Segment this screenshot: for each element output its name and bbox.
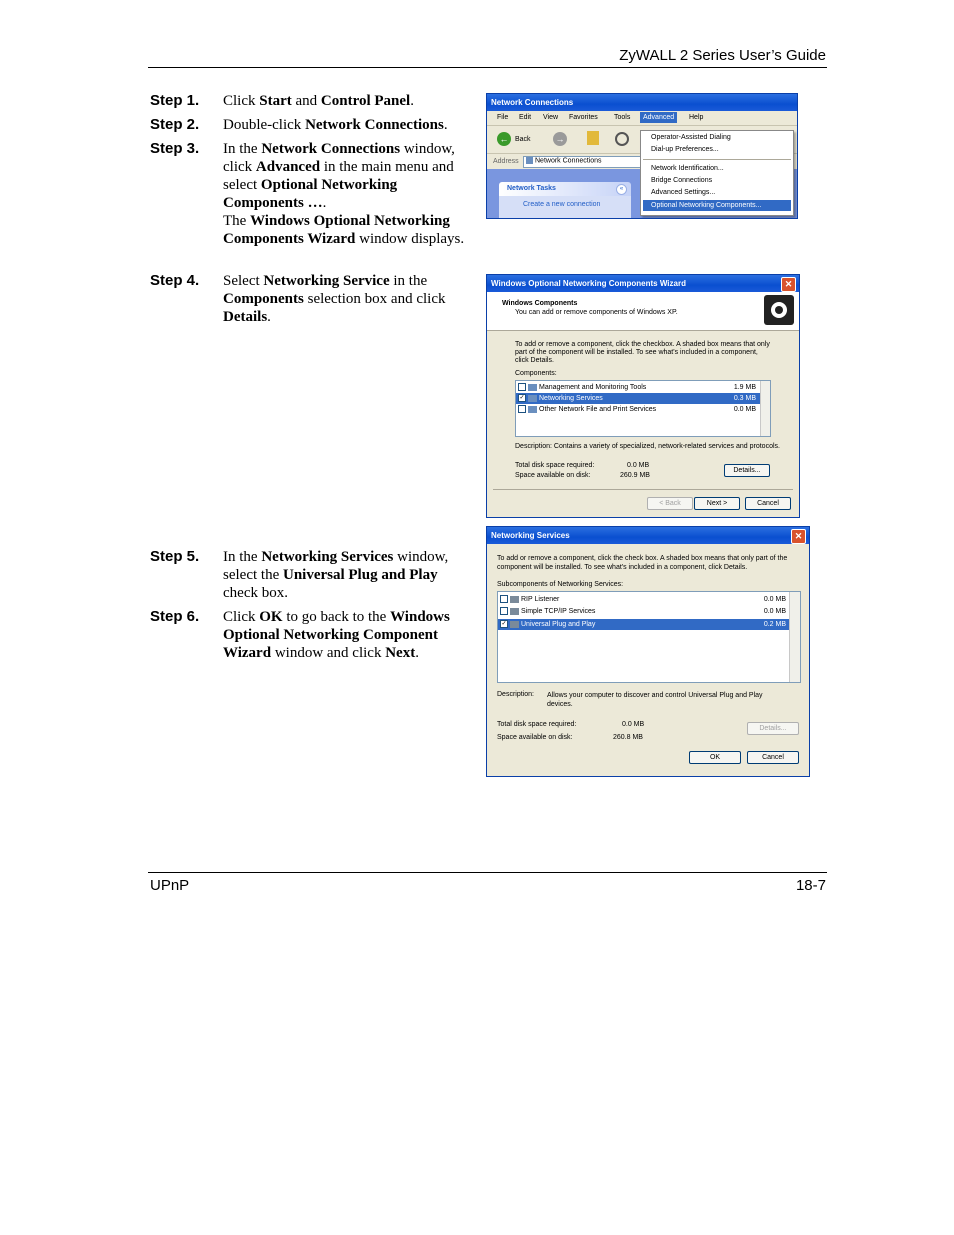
cancel-button[interactable]: Cancel bbox=[747, 751, 799, 764]
service-size: 0.0 MB bbox=[763, 608, 786, 615]
window-title: Windows Optional Networking Components Wizard bbox=[491, 279, 686, 288]
menu-help[interactable]: Help bbox=[689, 114, 704, 121]
list-item[interactable] bbox=[498, 594, 790, 605]
checkbox[interactable]: ✓ bbox=[519, 395, 525, 402]
ok-button[interactable]: OK bbox=[689, 751, 741, 764]
network-folder-icon bbox=[526, 157, 533, 164]
step-label: Step 1. bbox=[150, 92, 200, 109]
menu-file[interactable]: File bbox=[497, 114, 509, 121]
checkbox[interactable] bbox=[500, 595, 508, 603]
wizard-intro-text: To add or remove a component, click the checkbox. A shaded box means that only part of the component will be installed. To see what's included in a component, click Details. bbox=[515, 341, 770, 364]
disk-required-value: 0.0 MB bbox=[622, 721, 645, 728]
footer-page-number: 18-7 bbox=[795, 877, 826, 894]
list-item[interactable] bbox=[498, 606, 790, 617]
step-label: Step 3. bbox=[150, 140, 200, 157]
service-size: 0.2 MB bbox=[763, 621, 786, 628]
checkbox[interactable] bbox=[518, 383, 526, 391]
menu-tools[interactable]: Tools bbox=[614, 114, 631, 121]
checkbox[interactable] bbox=[500, 607, 508, 615]
disk-required-label: Total disk space required: bbox=[497, 721, 577, 728]
service-icon bbox=[510, 596, 519, 603]
up-folder-icon[interactable] bbox=[587, 131, 599, 145]
component-icon bbox=[528, 384, 537, 391]
disk-required-label: Total disk space required: bbox=[515, 462, 595, 469]
description-label: Description: bbox=[497, 691, 534, 698]
cancel-button[interactable]: Cancel bbox=[745, 497, 791, 510]
component-name: Networking Services bbox=[539, 395, 603, 402]
step-text: In the Network Connections window, click Advanced in the main menu and select Optional Networking Components …. The Windows Optional Networking Components Wizard window displays. bbox=[223, 141, 465, 247]
footer-rule bbox=[148, 872, 827, 873]
menu-view[interactable]: View bbox=[543, 114, 559, 121]
step-label: Step 4. bbox=[150, 272, 200, 289]
back-button[interactable]: < Back bbox=[647, 497, 693, 510]
component-size: 1.9 MB bbox=[733, 384, 756, 391]
menu-item-operator-dialing[interactable]: Operator-Assisted Dialing bbox=[651, 134, 731, 141]
window-title-bar bbox=[487, 275, 799, 292]
menu-separator bbox=[643, 159, 791, 160]
components-label: Components: bbox=[515, 370, 557, 377]
subcomponents-list[interactable] bbox=[497, 591, 801, 683]
menu-item-dialup-preferences[interactable]: Dial-up Preferences... bbox=[651, 146, 719, 153]
disk-required-value: 0.0 MB bbox=[627, 462, 650, 469]
network-tasks-header[interactable] bbox=[499, 182, 631, 196]
step-label: Step 6. bbox=[150, 608, 200, 625]
checkbox[interactable] bbox=[518, 405, 526, 413]
disk-available-value: 260.9 MB bbox=[620, 472, 650, 479]
step-label: Step 2. bbox=[150, 116, 200, 133]
search-icon[interactable] bbox=[615, 132, 629, 146]
list-item[interactable] bbox=[516, 382, 760, 393]
step-text: In the Networking Services window, select the Universal Plug and Play check box. bbox=[223, 549, 449, 601]
step-text: Double-click Network Connections. bbox=[223, 117, 448, 133]
service-icon bbox=[510, 608, 519, 615]
menu-edit[interactable]: Edit bbox=[519, 114, 532, 121]
window-title: Network Connections bbox=[491, 98, 574, 107]
collapse-chevron-icon[interactable]: « bbox=[616, 184, 627, 195]
step-text: Click Start and Control Panel. bbox=[223, 93, 414, 109]
service-name: Universal Plug and Play bbox=[521, 621, 596, 628]
menu-item-network-identification[interactable]: Network Identification... bbox=[651, 165, 724, 172]
list-scrollbar[interactable] bbox=[789, 592, 800, 682]
wizard-header bbox=[487, 292, 799, 331]
page-header-title: ZyWALL 2 Series User’s Guide bbox=[619, 47, 826, 64]
window-title-bar bbox=[487, 527, 809, 544]
disk-available-label: Space available on disk: bbox=[515, 472, 591, 479]
wizard-subheading: You can add or remove components of Windows XP. bbox=[515, 309, 678, 316]
component-name: Management and Monitoring Tools bbox=[539, 384, 647, 391]
back-arrow-icon[interactable]: ← bbox=[497, 132, 511, 146]
next-button[interactable]: Next > bbox=[694, 497, 740, 510]
address-label: Address bbox=[493, 158, 519, 165]
subcomponents-label: Subcomponents of Networking Services: bbox=[497, 581, 624, 588]
list-scrollbar[interactable] bbox=[760, 381, 770, 436]
address-value: Network Connections bbox=[535, 157, 602, 165]
wizard-heading: Windows Components bbox=[502, 300, 578, 307]
forward-arrow-icon[interactable]: → bbox=[553, 132, 567, 146]
list-item[interactable] bbox=[498, 619, 790, 630]
component-size: 0.0 MB bbox=[733, 406, 756, 413]
close-icon[interactable]: ✕ bbox=[791, 529, 806, 544]
list-item[interactable] bbox=[516, 393, 760, 404]
network-tasks-body bbox=[499, 196, 631, 218]
button-separator bbox=[493, 489, 793, 490]
menu-item-bridge-connections[interactable]: Bridge Connections bbox=[651, 177, 713, 184]
component-icon bbox=[528, 406, 537, 413]
menu-advanced[interactable]: Advanced bbox=[640, 112, 677, 123]
checkbox[interactable]: ✓ bbox=[501, 621, 507, 628]
description-text: Allows your computer to discover and control Universal Plug and Play devices. bbox=[547, 692, 763, 708]
networking-services-window bbox=[486, 526, 810, 777]
list-item[interactable] bbox=[516, 404, 760, 415]
menu-item-optional-networking-components[interactable]: Optional Networking Components... bbox=[643, 200, 791, 211]
network-connections-window bbox=[486, 93, 798, 219]
service-size: 0.0 MB bbox=[763, 596, 786, 603]
create-connection-link[interactable]: Create a new connection bbox=[523, 201, 601, 208]
window-title: Networking Services bbox=[491, 531, 570, 540]
details-button[interactable]: Details... bbox=[724, 464, 770, 477]
advanced-dropdown-menu bbox=[640, 130, 794, 216]
service-name: RIP Listener bbox=[521, 596, 560, 603]
dialog-intro-text: To add or remove a component, click the check box. A shaded box means that only part of the component will be installed. To see what's included in a component, click Details. bbox=[497, 555, 788, 571]
step-text: Click OK to go back to the Windows Optional Networking Component Wizard window and click Next. bbox=[223, 609, 450, 661]
service-icon bbox=[510, 621, 519, 628]
network-tasks-title: Network Tasks bbox=[507, 185, 556, 192]
window-title-bar bbox=[487, 94, 797, 111]
step-text: Select Networking Service in the Components selection box and click Details. bbox=[223, 273, 446, 325]
menu-favorites[interactable]: Favorites bbox=[569, 114, 598, 121]
close-icon[interactable]: ✕ bbox=[781, 277, 796, 292]
menu-item-advanced-settings[interactable]: Advanced Settings... bbox=[651, 189, 716, 196]
component-name: Other Network File and Print Services bbox=[539, 406, 657, 413]
header-rule bbox=[148, 67, 827, 68]
back-button-label[interactable]: Back bbox=[515, 136, 531, 143]
component-description: Description: Contains a variety of specialized, network-related services and protocols. bbox=[515, 443, 780, 450]
component-size: 0.3 MB bbox=[733, 395, 756, 402]
component-icon bbox=[528, 395, 537, 402]
optional-components-wizard-window bbox=[486, 274, 800, 518]
menu-bar bbox=[487, 111, 797, 125]
step-label: Step 5. bbox=[150, 548, 200, 565]
disk-available-label: Space available on disk: bbox=[497, 734, 573, 741]
windows-components-icon bbox=[764, 295, 794, 325]
components-list[interactable] bbox=[515, 380, 771, 437]
details-button[interactable]: Details... bbox=[747, 722, 799, 735]
disk-available-value: 260.8 MB bbox=[613, 734, 643, 741]
footer-section: UPnP bbox=[150, 877, 190, 894]
service-name: Simple TCP/IP Services bbox=[521, 608, 596, 615]
